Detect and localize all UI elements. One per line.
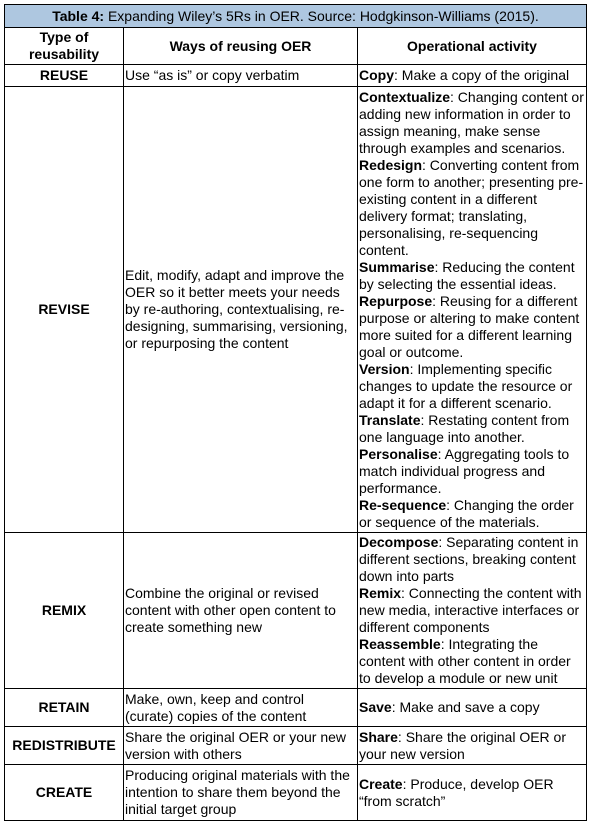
op-term: Reassemble	[359, 636, 441, 652]
table-row	[5, 87, 587, 533]
header-type: Type of reusability	[5, 28, 124, 65]
op-desc: : Connecting the content with new media, interactive interfaces or different components	[359, 585, 582, 635]
op-term: Re-sequence	[359, 496, 447, 513]
type-cell: CREATE	[5, 765, 124, 821]
op-term: Create	[359, 775, 403, 792]
type-cell: RETAIN	[5, 689, 124, 727]
op-desc: : Converting content from one form to another; presenting pre-existing content in a different delivery format; translating, personalising, re-sequencing content.	[359, 156, 584, 258]
table-row	[5, 765, 587, 821]
op-term: Copy	[359, 67, 394, 83]
op-desc: : Integrating the content with other content in order to develop a module or new unit	[359, 636, 571, 686]
op-desc: : Produce, develop OER “from scratch”	[359, 775, 554, 809]
type-cell: REUSE	[5, 65, 124, 87]
ways-cell: Use “as is” or copy verbatim	[124, 65, 358, 87]
ops-cell	[358, 727, 587, 765]
op-term: Personalise	[359, 445, 438, 462]
op-desc: : Changing content or adding new information in order to assign meaning, make sense through examples and scenarios.	[359, 88, 584, 156]
type-cell: REVISE	[5, 87, 124, 533]
op-desc: : Restating content from one language into another.	[359, 411, 570, 445]
table-row	[5, 65, 587, 87]
type-cell: REMIX	[5, 533, 124, 689]
op-term: Repurpose	[359, 292, 433, 309]
ops-cell	[358, 65, 587, 87]
caption-label: Table 4:	[52, 7, 105, 24]
op-term: Version	[359, 360, 410, 377]
caption-text: Expanding Wiley’s 5Rs in OER. Source: Hodgkinson-Williams (2015).	[104, 7, 539, 24]
op-term: Contextualize	[359, 88, 451, 105]
op-term: Remix	[359, 585, 402, 601]
op-term: Save	[359, 699, 392, 715]
op-term: Share	[359, 728, 398, 745]
op-term: Translate	[359, 411, 421, 428]
ops-cell	[358, 689, 587, 727]
header-row	[5, 28, 587, 65]
op-desc: : Share the original OER or your new version	[359, 728, 567, 762]
reusability-table	[4, 4, 587, 821]
table-row	[5, 533, 587, 689]
op-desc: : Make and save a copy	[391, 699, 540, 715]
table-caption	[5, 5, 587, 28]
header-ways: Ways of reusing OER	[124, 28, 358, 65]
op-desc: : Implementing specific changes to update the resource or adapt it for a different scenario.	[359, 360, 573, 411]
ops-cell	[358, 765, 587, 821]
caption-row	[5, 5, 587, 28]
ways-cell: Make, own, keep and control (curate) copies of the content	[124, 689, 358, 727]
op-desc: : Reusing for a different purpose or altering to make content more suited for a different learning goal or outcome.	[359, 292, 580, 360]
table-row	[5, 727, 587, 765]
ops-cell	[358, 533, 587, 689]
op-desc: : Make a copy of the original	[394, 67, 570, 83]
ways-cell: Producing original materials with the intention to share them beyond the initial target group	[124, 765, 358, 821]
header-ops: Operational activity	[358, 28, 587, 65]
ways-cell: Combine the original or revised content with other open content to create something new	[124, 533, 358, 689]
op-term: Redesign	[359, 156, 423, 173]
ways-cell: Edit, modify, adapt and improve the OER so it better meets your needs by re-authoring, contextualising, re-designing, summarising, versioning, or repurposing the content	[124, 87, 358, 533]
op-desc: : Changing the order or sequence of the materials.	[359, 496, 574, 530]
op-term: Decompose	[359, 534, 439, 550]
ways-cell: Share the original OER or your new version with others	[124, 727, 358, 765]
table-row	[5, 689, 587, 727]
op-desc: : Aggregating tools to match individual progress and performance.	[359, 445, 570, 496]
op-desc: : Reducing the content by selecting the essential ideas.	[359, 258, 575, 292]
ops-cell	[358, 87, 587, 533]
op-desc: : Separating content in different sections, breaking content down into parts	[359, 534, 579, 584]
type-cell: REDISTRIBUTE	[5, 727, 124, 765]
op-term: Summarise	[359, 258, 435, 275]
